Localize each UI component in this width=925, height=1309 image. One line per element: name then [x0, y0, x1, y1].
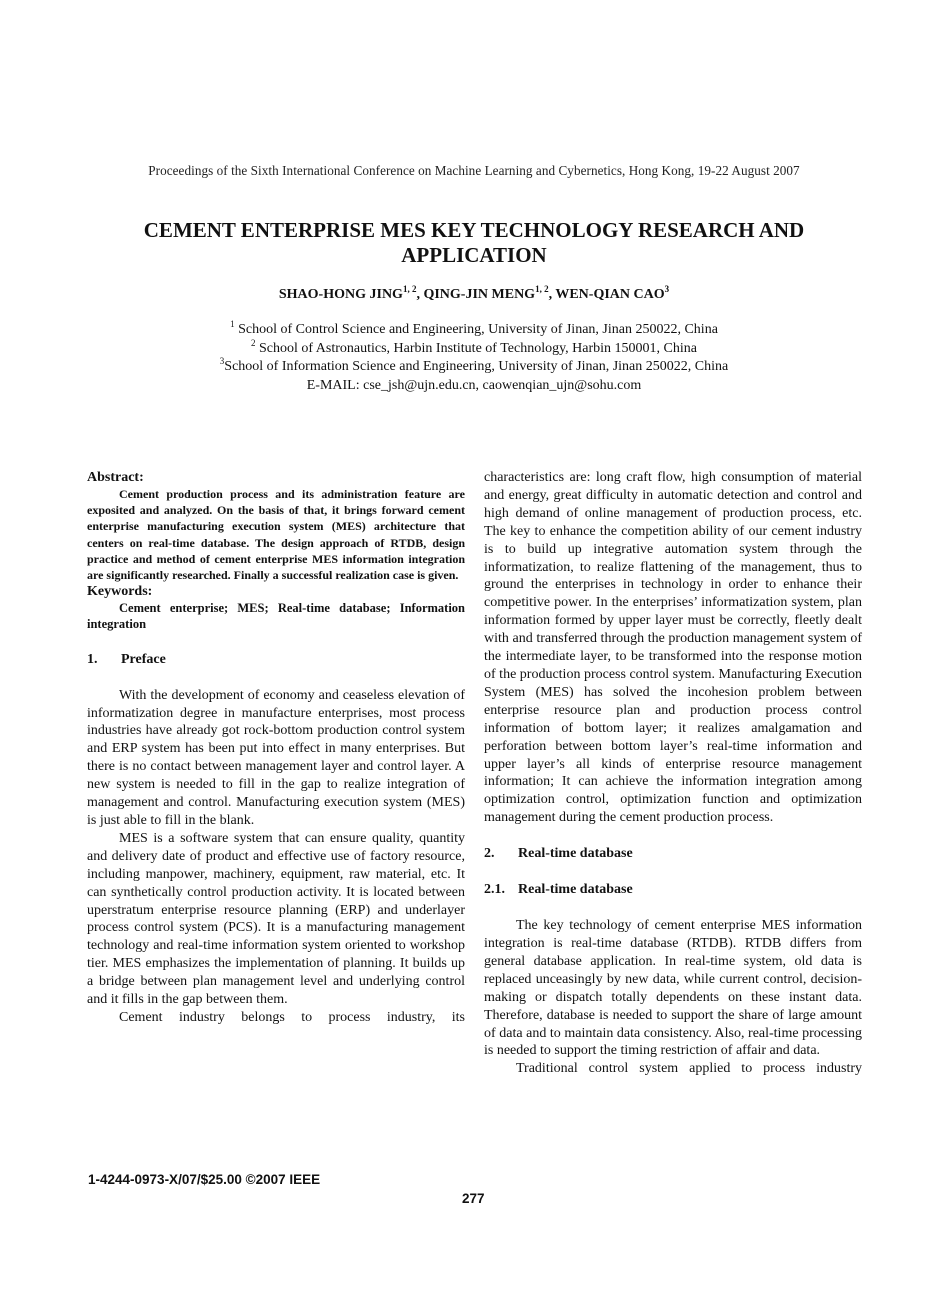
keywords-text: Cement enterprise; MES; Real-time database; Information integration	[87, 601, 465, 632]
affiliations	[0, 321, 925, 395]
author-list: SHAO-HONG JING$^{1, 2}$, QING-JIN MENG$^{1, 2}$, WEN-QIAN CAO$^3$	[278, 284, 670, 302]
affiliation	[0, 321, 925, 340]
author-name: QING-JIN MENG	[423, 287, 536, 302]
title-line-2: APPLICATION	[401, 243, 547, 267]
section-number: 2.	[484, 846, 495, 862]
section-number: 1.	[87, 651, 98, 667]
section-title: Preface	[121, 651, 166, 667]
affil-text: School of Control Science and Engineering, University of Jinan, Jinan 250022, China	[234, 322, 718, 337]
keywords-heading: Keywords:	[87, 584, 153, 600]
section-number: 2.1.	[484, 882, 505, 898]
email-line: E-MAIL: cse_jsh@ujn.edu.cn, caowenqian_ujn@sohu.com	[306, 377, 642, 393]
affil-text: School of Astronautics, Harbin Institute of Technology, Harbin 150001, China	[255, 340, 697, 356]
section-heading-2	[484, 845, 862, 863]
body-paragraph: MES is a software system that can ensure quality, quantity and delivery date of product and effective use of factory resource, including manpower, machinery, equipment, raw material, etc. It can synthetically control production activity. It is located between uperstratum enterprise resource planning (ERP) and underlayer process control system (PCS). It is a manufacturing management technology and real-time information system oriented to workshop tier. MES emphasizes the implementation of planning. It builds up a bridge between plan management level and underlying control and it fills in the gap between them.	[87, 830, 465, 1008]
affil-marker: 3	[219, 356, 225, 366]
section-title: Real-time database	[518, 882, 633, 898]
author-affil-marker: 1, 2	[402, 284, 417, 294]
right-column	[484, 469, 862, 1078]
affil-text: School of Information Science and Engineering, University of Jinan, Jinan 250022, China	[224, 359, 729, 374]
affil-marker: 2	[250, 337, 256, 348]
title-line-1: CEMENT ENTERPRISE MES KEY TECHNOLOGY RESEARCH AND	[143, 218, 805, 242]
body-paragraph: The key technology of cement enterprise MES information integration is real-time database (RTDB). RTDB differs from general database application. In real-time system, old data is replaced unceasingly by new data, while current control, decision-making or dispatch totally dependents on these instant data. Therefore, database is needed to support the share of large amount of data and to maintain data consistency. Also, real-time processing is needed to support the timing restriction of affair and data.	[484, 918, 862, 1059]
author-name: SHAO-HONG JING	[278, 287, 403, 302]
author-name: WEN-QIAN CAO	[555, 287, 665, 302]
running-head: Proceedings of the Sixth International Conference on Machine Learning and Cybernetics, Hong Kong, 19-22 August 2007	[148, 163, 800, 178]
section-title: Real-time database	[518, 846, 633, 862]
body-paragraph: characteristics are: long craft flow, high consumption of material and energy, great difficulty in automatic detection and control and high demand of online management of production process, etc. The key to enhance the competition ability of our cement industry is to build up integrative automation system through the informatization, to realize flattening of the management, thus to ground the enterprises in technology in order to enhance their competitive power. In the enterprises’ informatization system, plan information formed by upper layer must be correctly, fleetly dealt with and transferred through the production management system of the intermediate layer, to be transformed into the response motion of the production process control system. Manufacturing Execution System (MES) has solved the incohesion problem between enterprise resource plan and production process control information of bottom layer; it realizes amalgamation and perforation between bottom layer’s real-time information and upper layer’s all kinds of enterprise resource management information; It can achieve the information integration among optimization control, optimization function and optimization management during the cement production process.	[484, 470, 862, 826]
copyright-footer: 1-4244-0973-X/07/$25.00 ©2007 IEEE	[88, 1172, 321, 1187]
abstract-text: Cement production process and its administration feature are exposited and analyzed. On the basis of that, it brings forward cement enterprise manufacturing execution system (MES) architecture that centers on real-time database. The design approach of RTDB, design practice and method of cement enterprise MES information integration are significantly researched. Finally a successful realization case is given.	[87, 487, 465, 583]
section-heading-1	[87, 651, 465, 669]
affiliation	[0, 358, 925, 377]
abstract-heading: Abstract:	[87, 470, 144, 485]
affiliation	[0, 337, 925, 359]
left-column	[87, 469, 465, 1027]
paper-title	[0, 218, 925, 268]
body-paragraph: With the development of economy and ceaseless elevation of informatization degree in manufacture enterprises, most process industries have already got rock-bottom production control system and ERP system has been put into effect in many enterprises. But there is no contact between management layer and control layer. A new system is needed to fill in the gap to realize integration of management and control. Manufacturing execution system (MES) is just able to fill in the blank.	[87, 687, 465, 828]
body-paragraph: Cement industry belongs to process industry, its	[119, 1009, 465, 1025]
author-affil-marker: 3	[664, 284, 670, 294]
body-paragraph: Traditional control system applied to process industry	[516, 1061, 862, 1077]
page-number: 277	[462, 1191, 485, 1206]
author-affil-marker: 1, 2	[535, 284, 549, 294]
affil-marker: 1	[230, 319, 235, 329]
subsection-heading-2-1	[484, 881, 862, 899]
